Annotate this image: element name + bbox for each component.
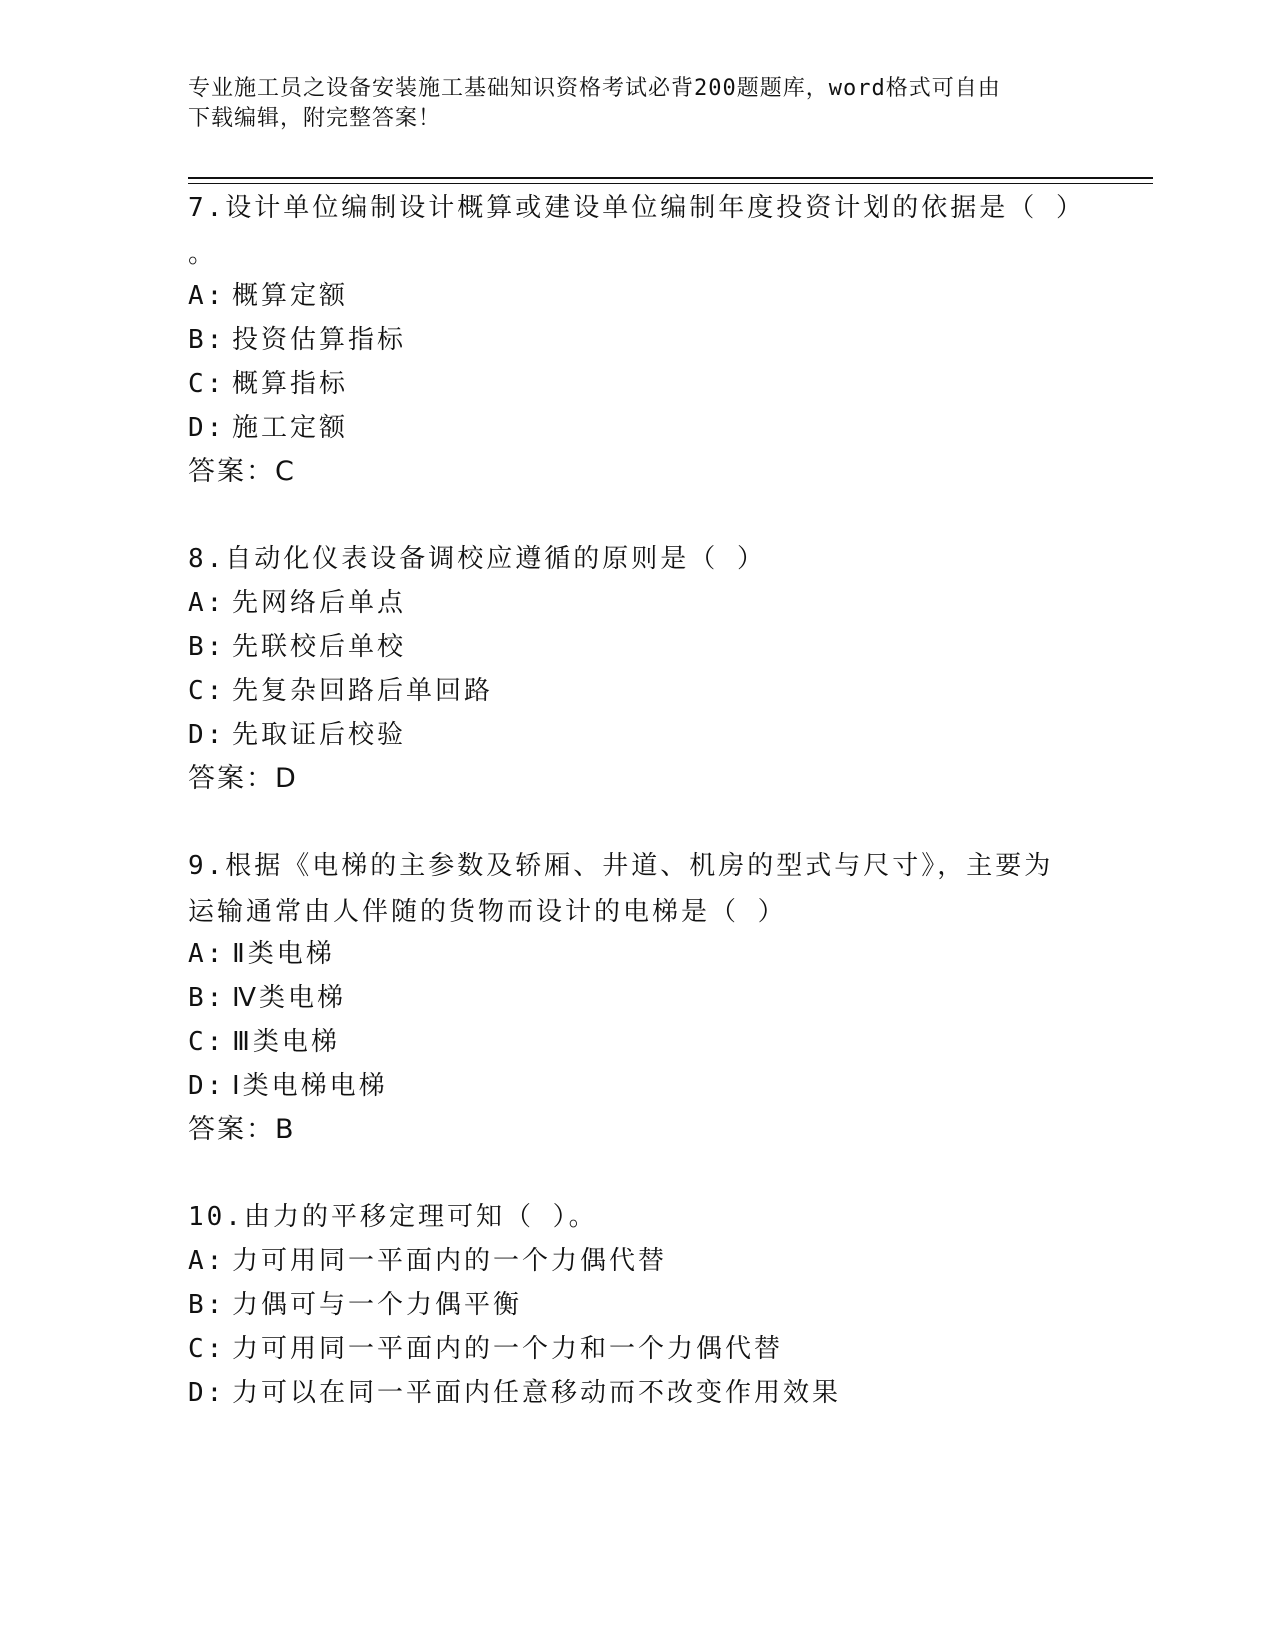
option-text: 先复杂回路后单回路 [232,676,494,706]
option-key: A: [188,281,226,311]
question-9-option-c [188,1019,340,1065]
option-text: 力可以在同一平面内任意移动而不改变作用效果 [232,1378,842,1408]
question-stem-line: 8.自动化仪表设备调校应遵循的原则是（ ） [188,544,766,574]
option-key: C: [188,1334,226,1364]
option-key: D: [188,720,226,750]
question-8-option-a [188,580,406,626]
question-stem-line: 7.设计单位编制设计概算或建设单位编制年度投资计划的依据是（ ） [188,193,1085,223]
question-9-option-b [188,975,346,1021]
header-rule-thin [188,183,1153,184]
option-key: A: [188,939,226,969]
question-10-option-d [188,1370,841,1416]
header-rule-thick [188,177,1153,179]
option-text: 先网络后单点 [232,588,407,618]
option-key: B: [188,632,226,662]
question-stem-line: 。 [188,239,218,269]
question-8-option-d [188,712,406,758]
question-10-stem [188,1194,1078,1240]
document-header [188,74,1068,134]
question-7-option-c [188,361,348,407]
question-8-option-c [188,668,493,714]
option-key: D: [188,413,226,443]
option-text: 力偶可与一个力偶平衡 [232,1290,523,1320]
option-text: 力可用同一平面内的一个力偶代替 [232,1246,668,1276]
option-key: B: [188,1290,226,1320]
option-text: 概算指标 [232,369,349,399]
question-10-option-b [188,1282,522,1328]
question-8-option-b [188,624,406,670]
option-key: A: [188,1246,226,1276]
question-7-option-d [188,405,348,451]
question-9-option-d [188,1063,388,1109]
option-text: 力可用同一平面内的一个力和一个力偶代替 [232,1334,784,1364]
option-text: Ⅰ类电梯电梯 [232,1071,388,1101]
question-7-option-a [188,273,348,319]
option-text: 施工定额 [232,413,349,443]
question-9-answer: 答案：B [188,1114,296,1145]
option-text: 投资估算指标 [232,325,407,355]
option-text: Ⅱ类电梯 [232,939,335,969]
option-text: 概算定额 [232,281,349,311]
header-line-1: 专业施工员之设备安装施工基础知识资格考试必背200题题库，word格式可自由 [188,76,1001,101]
question-7-stem [188,185,1085,277]
question-8-stem [188,536,1078,582]
question-10-option-c [188,1326,783,1372]
question-stem-line: 10.由力的平移定理可知（ ）。 [188,1202,598,1232]
option-key: B: [188,325,226,355]
question-stem-line: 9.根据《电梯的主参数及轿厢、井道、机房的型式与尺寸》，主要为 [188,851,1054,881]
question-9-option-a [188,931,335,977]
option-key: C: [188,369,226,399]
question-stem-line: 运输通常由人伴随的货物而设计的电梯是（ ） [188,897,787,927]
option-key: C: [188,1027,226,1057]
option-key: B: [188,983,226,1013]
option-text: 先取证后校验 [232,720,407,750]
option-key: A: [188,588,226,618]
question-8-answer: 答案：D [188,763,298,794]
option-key: C: [188,676,226,706]
header-line-2: 下载编辑，附完整答案！ [188,106,442,131]
option-key: D: [188,1071,226,1101]
question-10-option-a [188,1238,667,1284]
option-key: D: [188,1378,226,1408]
question-9-stem [188,843,1078,935]
option-text: Ⅳ类电梯 [232,983,346,1013]
option-text: Ⅲ类电梯 [232,1027,340,1057]
question-7-answer: 答案：C [188,456,296,487]
option-text: 先联校后单校 [232,632,407,662]
question-7-option-b [188,317,406,363]
